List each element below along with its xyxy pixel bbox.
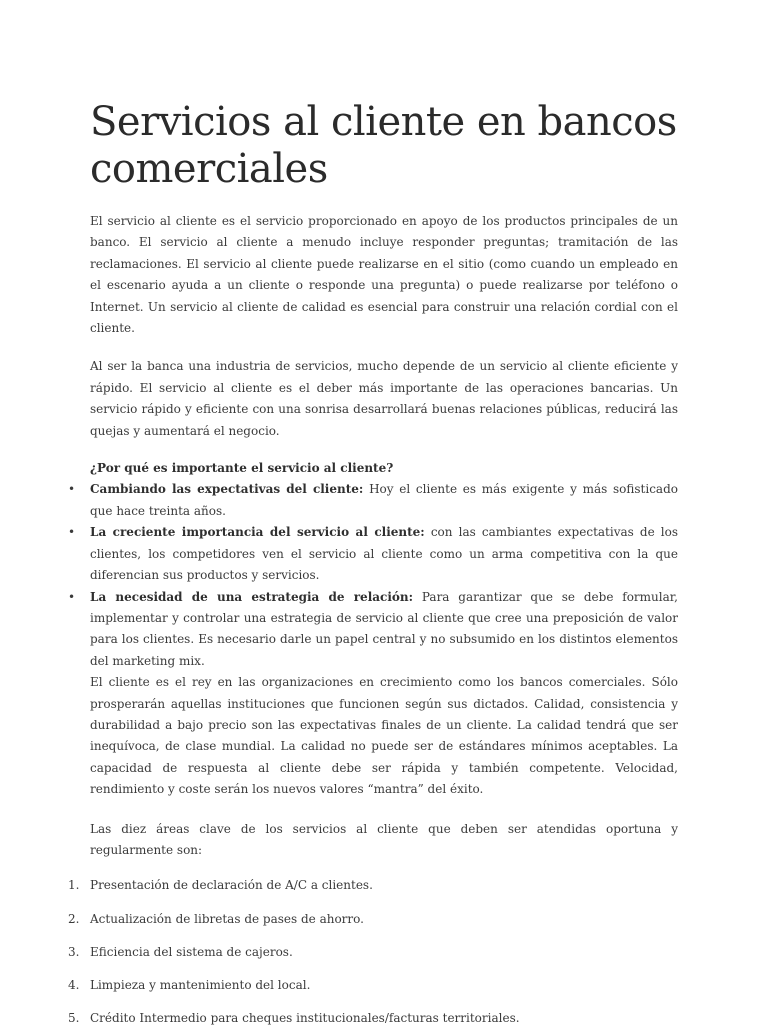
bullet-heading: La creciente importancia del servicio al cliente: bbox=[90, 525, 425, 540]
list-item bbox=[68, 875, 678, 896]
customer-king-paragraph: El cliente es el rey en las organizaciones en crecimiento como los bancos comerciales. Sólo prosperarán aquellas instituciones que funcionen según sus dictados. Calidad, consistencia y durabilidad a bajo precio son las expectativas finales de un cliente. La calidad tendrá que ser inequívoca, de clase mundial. La calidad no puede ser de estándares mínimos aceptables. La capacidad de respuesta al cliente debe ser rápida y también competente. Velocidad, rendimiento y coste serán los nuevos valores “mantra” del éxito. bbox=[90, 675, 678, 797]
bullet-heading: La necesidad de una estrategia de relación: bbox=[90, 589, 414, 604]
list-item-text: Crédito Intermedio para cheques institucionales/facturas territoriales. bbox=[90, 1011, 520, 1026]
list-number: 2. bbox=[68, 911, 80, 926]
list-number: 1. bbox=[68, 878, 80, 893]
list-item bbox=[68, 942, 678, 963]
bullet-icon: • bbox=[68, 482, 76, 497]
bullet-icon: • bbox=[68, 525, 76, 540]
list-item-text: Eficiencia del sistema de cajeros. bbox=[90, 944, 293, 959]
list-number: 4. bbox=[68, 977, 80, 992]
list-number: 5. bbox=[68, 1011, 80, 1026]
bullet-heading: Cambiando las expectativas del cliente: bbox=[90, 482, 364, 497]
list-number: 3. bbox=[68, 944, 80, 959]
list-item bbox=[68, 975, 678, 996]
page-title: Servicios al cliente en bancos comerciales bbox=[90, 99, 677, 192]
list-item bbox=[68, 1008, 678, 1029]
numbered-list bbox=[68, 875, 678, 1029]
intro-paragraph: El servicio al cliente es el servicio proporcionado en apoyo de los productos principales de un banco. El servicio al cliente a menudo incluye responder preguntas; tramitación de las reclamaciones. El servicio al cliente puede realizarse en el sitio (como cuando un empleado en el escenario ayuda a un cliente o responde una pregunta) o puede realizarse por teléfono o Internet. Un servicio al cliente de calidad es esencial para construir una relación cordial con el cliente. bbox=[90, 214, 678, 336]
bullet-text: con las cambiantes expectativas de los clientes, los competidores ven el servicio al cliente como un arma competitiva con la que diferencian sus productos y servicios. bbox=[90, 525, 678, 583]
bullet-item bbox=[68, 522, 678, 586]
list-intro-paragraph: Las diez áreas clave de los servicios al cliente que deben ser atendidas oportuna y regularmente son: bbox=[90, 821, 678, 857]
section-question: ¿Por qué es importante el servicio al cliente? bbox=[90, 461, 394, 476]
list-item-text: Presentación de declaración de A/C a clientes. bbox=[90, 878, 373, 893]
list-item-text: Actualización de libretas de pases de ahorro. bbox=[90, 911, 364, 926]
list-item bbox=[68, 909, 678, 930]
bullet-item bbox=[68, 587, 678, 673]
list-item-text: Limpieza y mantenimiento del local. bbox=[90, 977, 311, 992]
bullet-text: Hoy el cliente es más exigente y más sofisticado que hace treinta años. bbox=[90, 482, 678, 518]
bullet-item bbox=[68, 479, 678, 522]
bullet-text: Para garantizar que se debe formular, implementar y controlar una estrategia de servicio al cliente que cree una preposición de valor para los clientes. Es necesario darle un papel central y no subsumido en los distintos elementos del marketing mix. bbox=[90, 589, 678, 668]
bullet-list bbox=[68, 479, 678, 672]
banking-paragraph: Al ser la banca una industria de servicios, mucho depende de un servicio al cliente eficiente y rápido. El servicio al cliente es el deber más importante de las operaciones bancarias. Un servicio rápido y eficiente con una sonrisa desarrollará buenas relaciones públicas, reducirá las quejas y aumentará el negocio. bbox=[90, 359, 678, 438]
bullet-icon: • bbox=[68, 589, 76, 604]
